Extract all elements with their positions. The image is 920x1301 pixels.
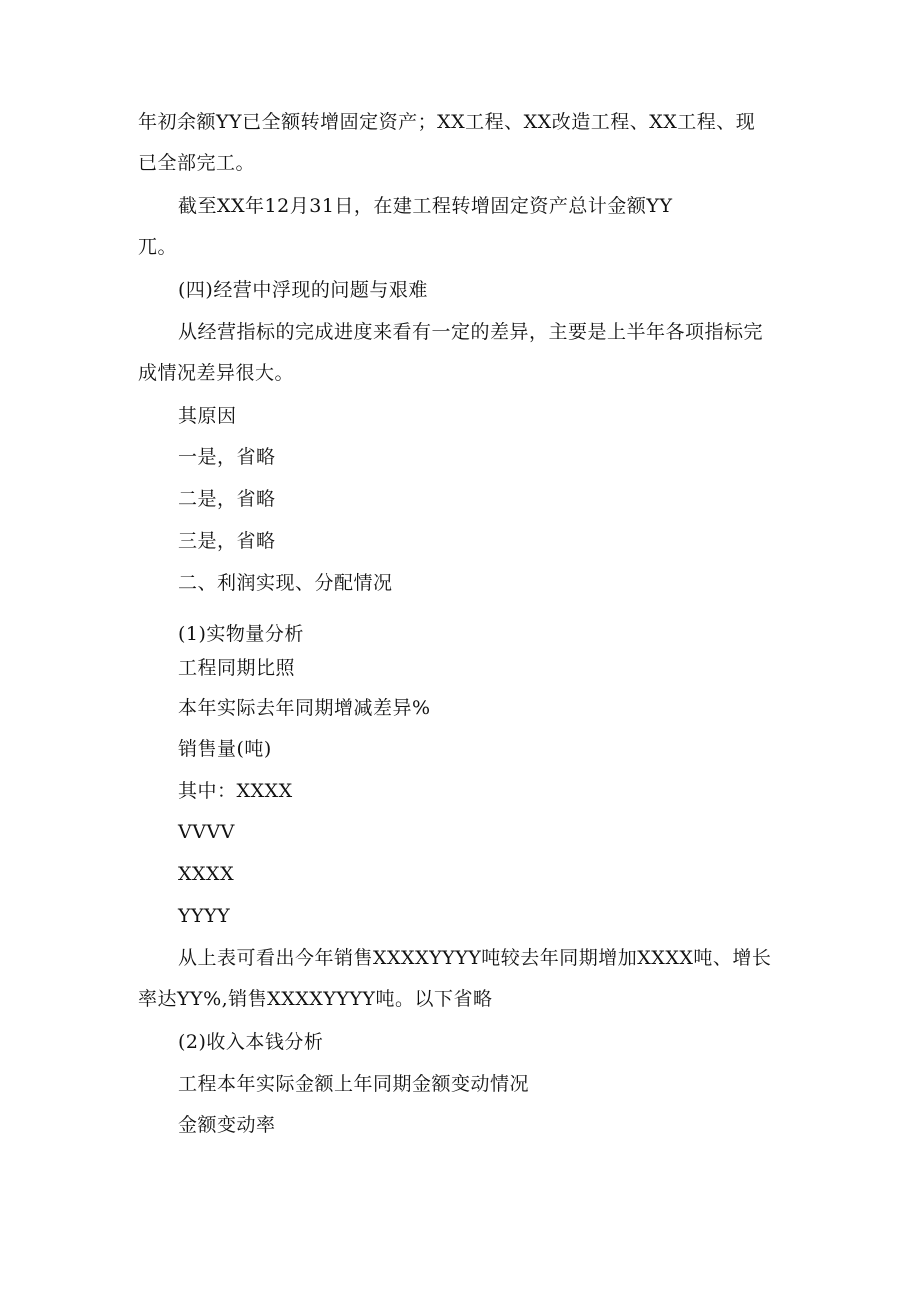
text-line: VVVV: [178, 821, 235, 843]
text-line: 工程本年实际金额上年同期金额变动情况: [178, 1073, 530, 1095]
text-line: 金额变动率: [178, 1114, 276, 1136]
text-line: 从经营指标的完成进度来看有一定的差异，主要是上半年各项指标完: [178, 321, 764, 343]
text-line: 年初余额YY已全额转增固定资产；XX工程、XX改造工程、XX工程、现: [138, 111, 756, 133]
text-line: 已全部完工。: [138, 152, 256, 174]
text-line: 其原因: [178, 405, 237, 427]
text-line: 成情况差异很大。: [138, 362, 295, 384]
text-line: 二是，省略: [178, 488, 276, 510]
text-line: 从上表可看出今年销售XXXXYYYY吨较去年同期增加XXXX吨、增长: [178, 947, 772, 969]
section-heading: (2)收入本钱分析: [178, 1031, 324, 1053]
text-line: 工程同期比照: [178, 657, 296, 679]
text-line: 兀。: [138, 236, 178, 258]
text-line: 本年实际去年同期增减差异%: [178, 697, 431, 719]
section-heading: 二、利润实现、分配情况: [178, 572, 393, 594]
text-line: 三是，省略: [178, 530, 276, 552]
text-line: 一是，省略: [178, 446, 276, 468]
section-heading: (1)实物量分析: [178, 623, 304, 645]
text-line: YYYY: [178, 905, 231, 927]
text-line: 截至XX年12月31日，在建工程转增固定资产总计金额YY: [178, 195, 673, 217]
text-line: XXXX: [178, 863, 235, 885]
section-heading: (四)经营中浮现的问题与艰难: [178, 279, 428, 301]
text-line: 其中：XXXX: [178, 780, 293, 802]
text-line: 销售量(吨): [178, 738, 272, 760]
text-line: 率达YY%,销售XXXXYYYY吨。以下省略: [138, 988, 493, 1010]
